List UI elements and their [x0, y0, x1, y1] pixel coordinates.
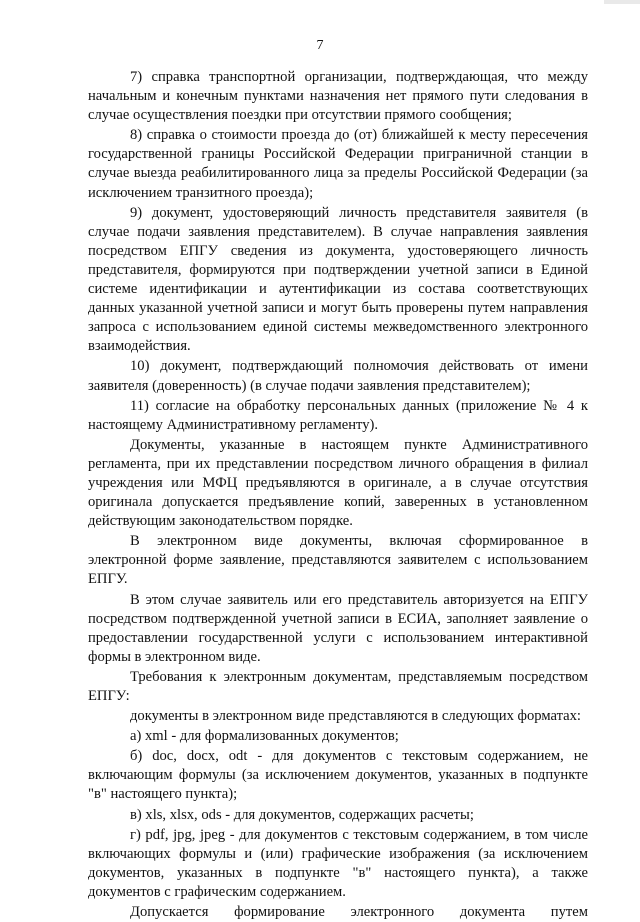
paragraph-formats-intro: документы в электронном виде представляются в следующих форматах:	[130, 708, 581, 725]
paragraph-requirements-heading: Требования к электронным документам, представляемым посредством ЕПГУ:	[88, 668, 588, 704]
paragraph-documents-presentation: Документы, указанные в настоящем пункте Административного регламента, при их представлении посредством личного обращения в филиал учреждения или МФЦ предъявляются в оригинале, а в случае отсутствия оригинала допускается предъявление копий, заверенных в установленном действующим законодательством порядке.	[88, 436, 588, 530]
paragraph-formation-start: Допускается формирование электронного документа путем	[130, 904, 588, 921]
paragraph-item-7: 7) справка транспортной организации, подтверждающая, что между начальным и конечным пунктами назначения нет прямого пути следования в случае осуществления поездки при отсутствии прямого сообщения;	[88, 69, 588, 124]
paragraph-item-10: 10) документ, подтверждающий полномочия действовать от имени заявителя (доверенность) (в случае подачи заявления представителем);	[88, 358, 588, 394]
paragraph-format-a: а) xml - для формализованных документов;	[130, 728, 399, 745]
paragraph-format-g: г) pdf, jpg, jpeg - для документов с текстовым содержанием, в том числе включающих формулы и (или) графические изображения (за исключением документов, указанных в подпункте "в" настоящего пункта), а также документов с графическим содержанием.	[88, 826, 588, 900]
paragraph-item-8: 8) справка о стоимости проезда до (от) ближайшей к месту пересечения государственной границы Российской Федерации приграничной станции в случае выезда реабилитированного лица за пределы Российской Федерации (за исключением транзитного проезда);	[88, 127, 588, 201]
paragraph-format-b: б) doc, docx, odt - для документов с текстовым содержанием, не включающим формулы (за исключением документов, указанных в подпункте "в" настоящего пункта);	[88, 748, 588, 803]
scan-edge-mark	[604, 0, 640, 4]
document-body	[88, 68, 588, 922]
paragraph-item-9: 9) документ, удостоверяющий личность представителя заявителя (в случае подачи заявления представителем). В случае направления заявления посредством ЕПГУ сведения из документа, удостоверяющего личность представителя, формируются при подтверждении учетной записи в Единой системе идентификации и аутентификации из состава соответствующих данных указанной учетной записи и могут быть проверены путем направления запроса с использованием единой системы межведомственного электронного взаимодействия.	[88, 204, 588, 355]
paragraph-format-v: в) xls, xlsx, ods - для документов, содержащих расчеты;	[130, 806, 474, 823]
paragraph-electronic-documents: В электронном виде документы, включая сформированное в электронной форме заявление, представляются заявителем с использованием ЕПГУ.	[88, 533, 588, 588]
page-number: 7	[316, 38, 324, 53]
paragraph-authorization: В этом случае заявитель или его представитель авторизуется на ЕПГУ посредством подтвержденной учетной записи в ЕСИА, заполняет заявление о предоставлении государственной услуги с использованием интерактивной формы в электронном виде.	[88, 591, 588, 665]
paragraph-item-11: 11) согласие на обработку персональных данных (приложение № 4 к настоящему Административному регламенту).	[88, 397, 588, 433]
